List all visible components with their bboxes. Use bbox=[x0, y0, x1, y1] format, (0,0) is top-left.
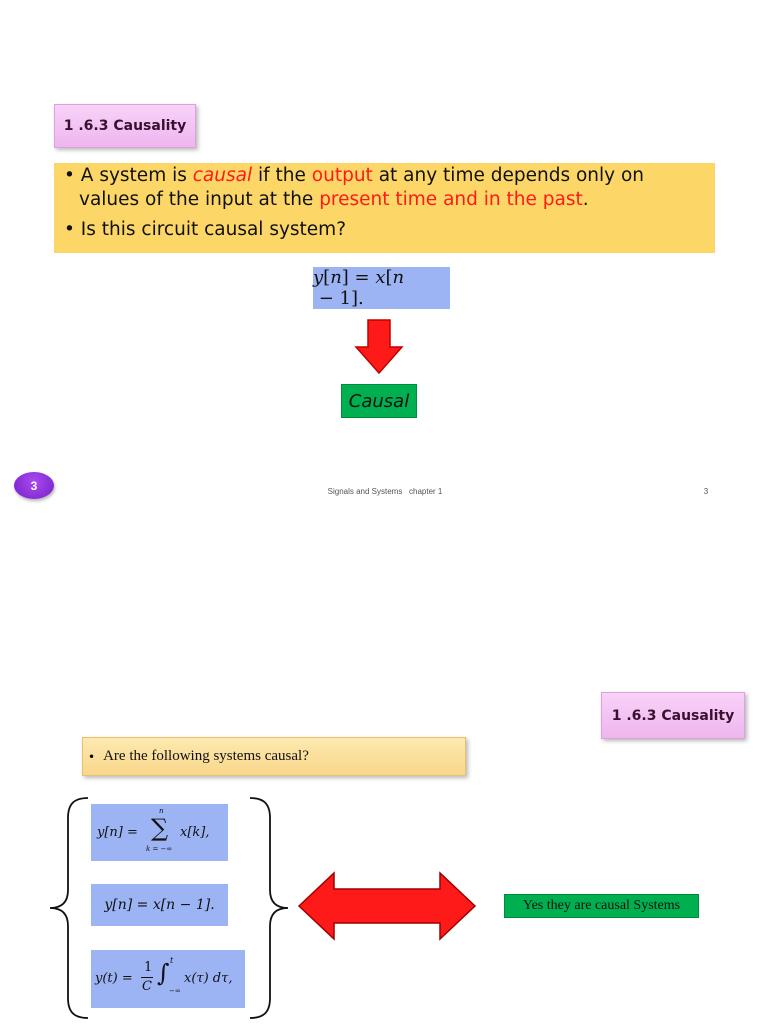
fraction-bar bbox=[141, 977, 153, 978]
bullet-box bbox=[54, 163, 715, 253]
bullet-1-text-b: if the bbox=[252, 165, 312, 186]
result-label: Causal bbox=[348, 390, 410, 412]
formula-rb1: ] = bbox=[341, 267, 376, 288]
right-brace-icon bbox=[246, 796, 292, 1020]
formula-n2: n bbox=[392, 267, 405, 288]
bullet-2: • Is this circuit causal system? bbox=[64, 219, 347, 240]
formula-box bbox=[313, 267, 450, 309]
formula-x: x bbox=[375, 267, 386, 288]
formula-sum-lhs: y[n] = bbox=[97, 825, 138, 840]
formula-integral-box bbox=[91, 950, 245, 1008]
formula-sum-rhs: x[k], bbox=[180, 825, 210, 840]
bullet-2-text: Is this circuit causal system? bbox=[80, 219, 347, 240]
result-box bbox=[341, 384, 417, 418]
section-tag-label: 1 .6.3 Causality bbox=[611, 707, 735, 724]
footer-title: Signals and Systems chapter 1 bbox=[327, 487, 443, 496]
formula-int-num: 1 bbox=[144, 960, 153, 975]
formula-int-lhs: y(t) = bbox=[95, 971, 133, 986]
formula-int-den: C bbox=[142, 979, 152, 994]
bullet-1-present-past: present time and in the past bbox=[319, 189, 583, 210]
formula-text bbox=[313, 267, 450, 309]
bullet-1: • A system is causal if the output at any time depends only on values of the input at the present time and in the past. bbox=[64, 165, 645, 210]
formula-int-lower: −∞ bbox=[169, 987, 181, 995]
formula-sum-upper: n bbox=[159, 807, 164, 815]
slide-2 bbox=[0, 512, 768, 1024]
formula-sum-lower: k = −∞ bbox=[146, 845, 173, 853]
bullet-1-text-c: at any time depends only on values of the input at the bbox=[79, 165, 645, 210]
formula-lb1: [ bbox=[323, 267, 331, 288]
answer-label: Yes they are causal Systems bbox=[522, 898, 681, 913]
formula-minus: − 1]. bbox=[313, 288, 364, 309]
formula-sum-box bbox=[91, 804, 228, 861]
down-arrow-icon bbox=[354, 319, 404, 375]
formula-delay-text: y[n] = x[n − 1]. bbox=[104, 897, 215, 913]
question-text: Are the following systems causal? bbox=[103, 748, 309, 764]
summation-icon: ∑ bbox=[151, 814, 169, 842]
question-box bbox=[82, 737, 466, 776]
section-tag-label: 1 .6.3 Causality bbox=[63, 118, 187, 134]
section-tag bbox=[54, 104, 196, 148]
formula-lb2: [ bbox=[385, 267, 393, 288]
slide-number-badge-label: 3 bbox=[30, 478, 38, 493]
slide-number-badge bbox=[14, 472, 54, 499]
formula-int-upper: t bbox=[170, 956, 174, 965]
bullet-1-output: output bbox=[311, 165, 373, 186]
formula-int-rhs: x(τ) dτ, bbox=[184, 971, 233, 986]
formula-n1: n bbox=[330, 267, 342, 288]
formula-delay-box bbox=[91, 884, 228, 926]
integral-icon: ∫ bbox=[157, 959, 170, 987]
formula-y: y bbox=[313, 267, 324, 288]
double-headed-arrow-icon bbox=[297, 870, 477, 942]
footer-page: 3 bbox=[703, 487, 709, 496]
answer-box bbox=[504, 894, 699, 918]
section-tag bbox=[601, 692, 745, 739]
question-bullet: • bbox=[88, 749, 96, 764]
bullet-1-text-a: A system is bbox=[80, 165, 193, 186]
bullet-1-period: . bbox=[582, 189, 589, 210]
bullet-1-causal: causal bbox=[192, 165, 253, 186]
left-brace-icon bbox=[46, 796, 92, 1020]
